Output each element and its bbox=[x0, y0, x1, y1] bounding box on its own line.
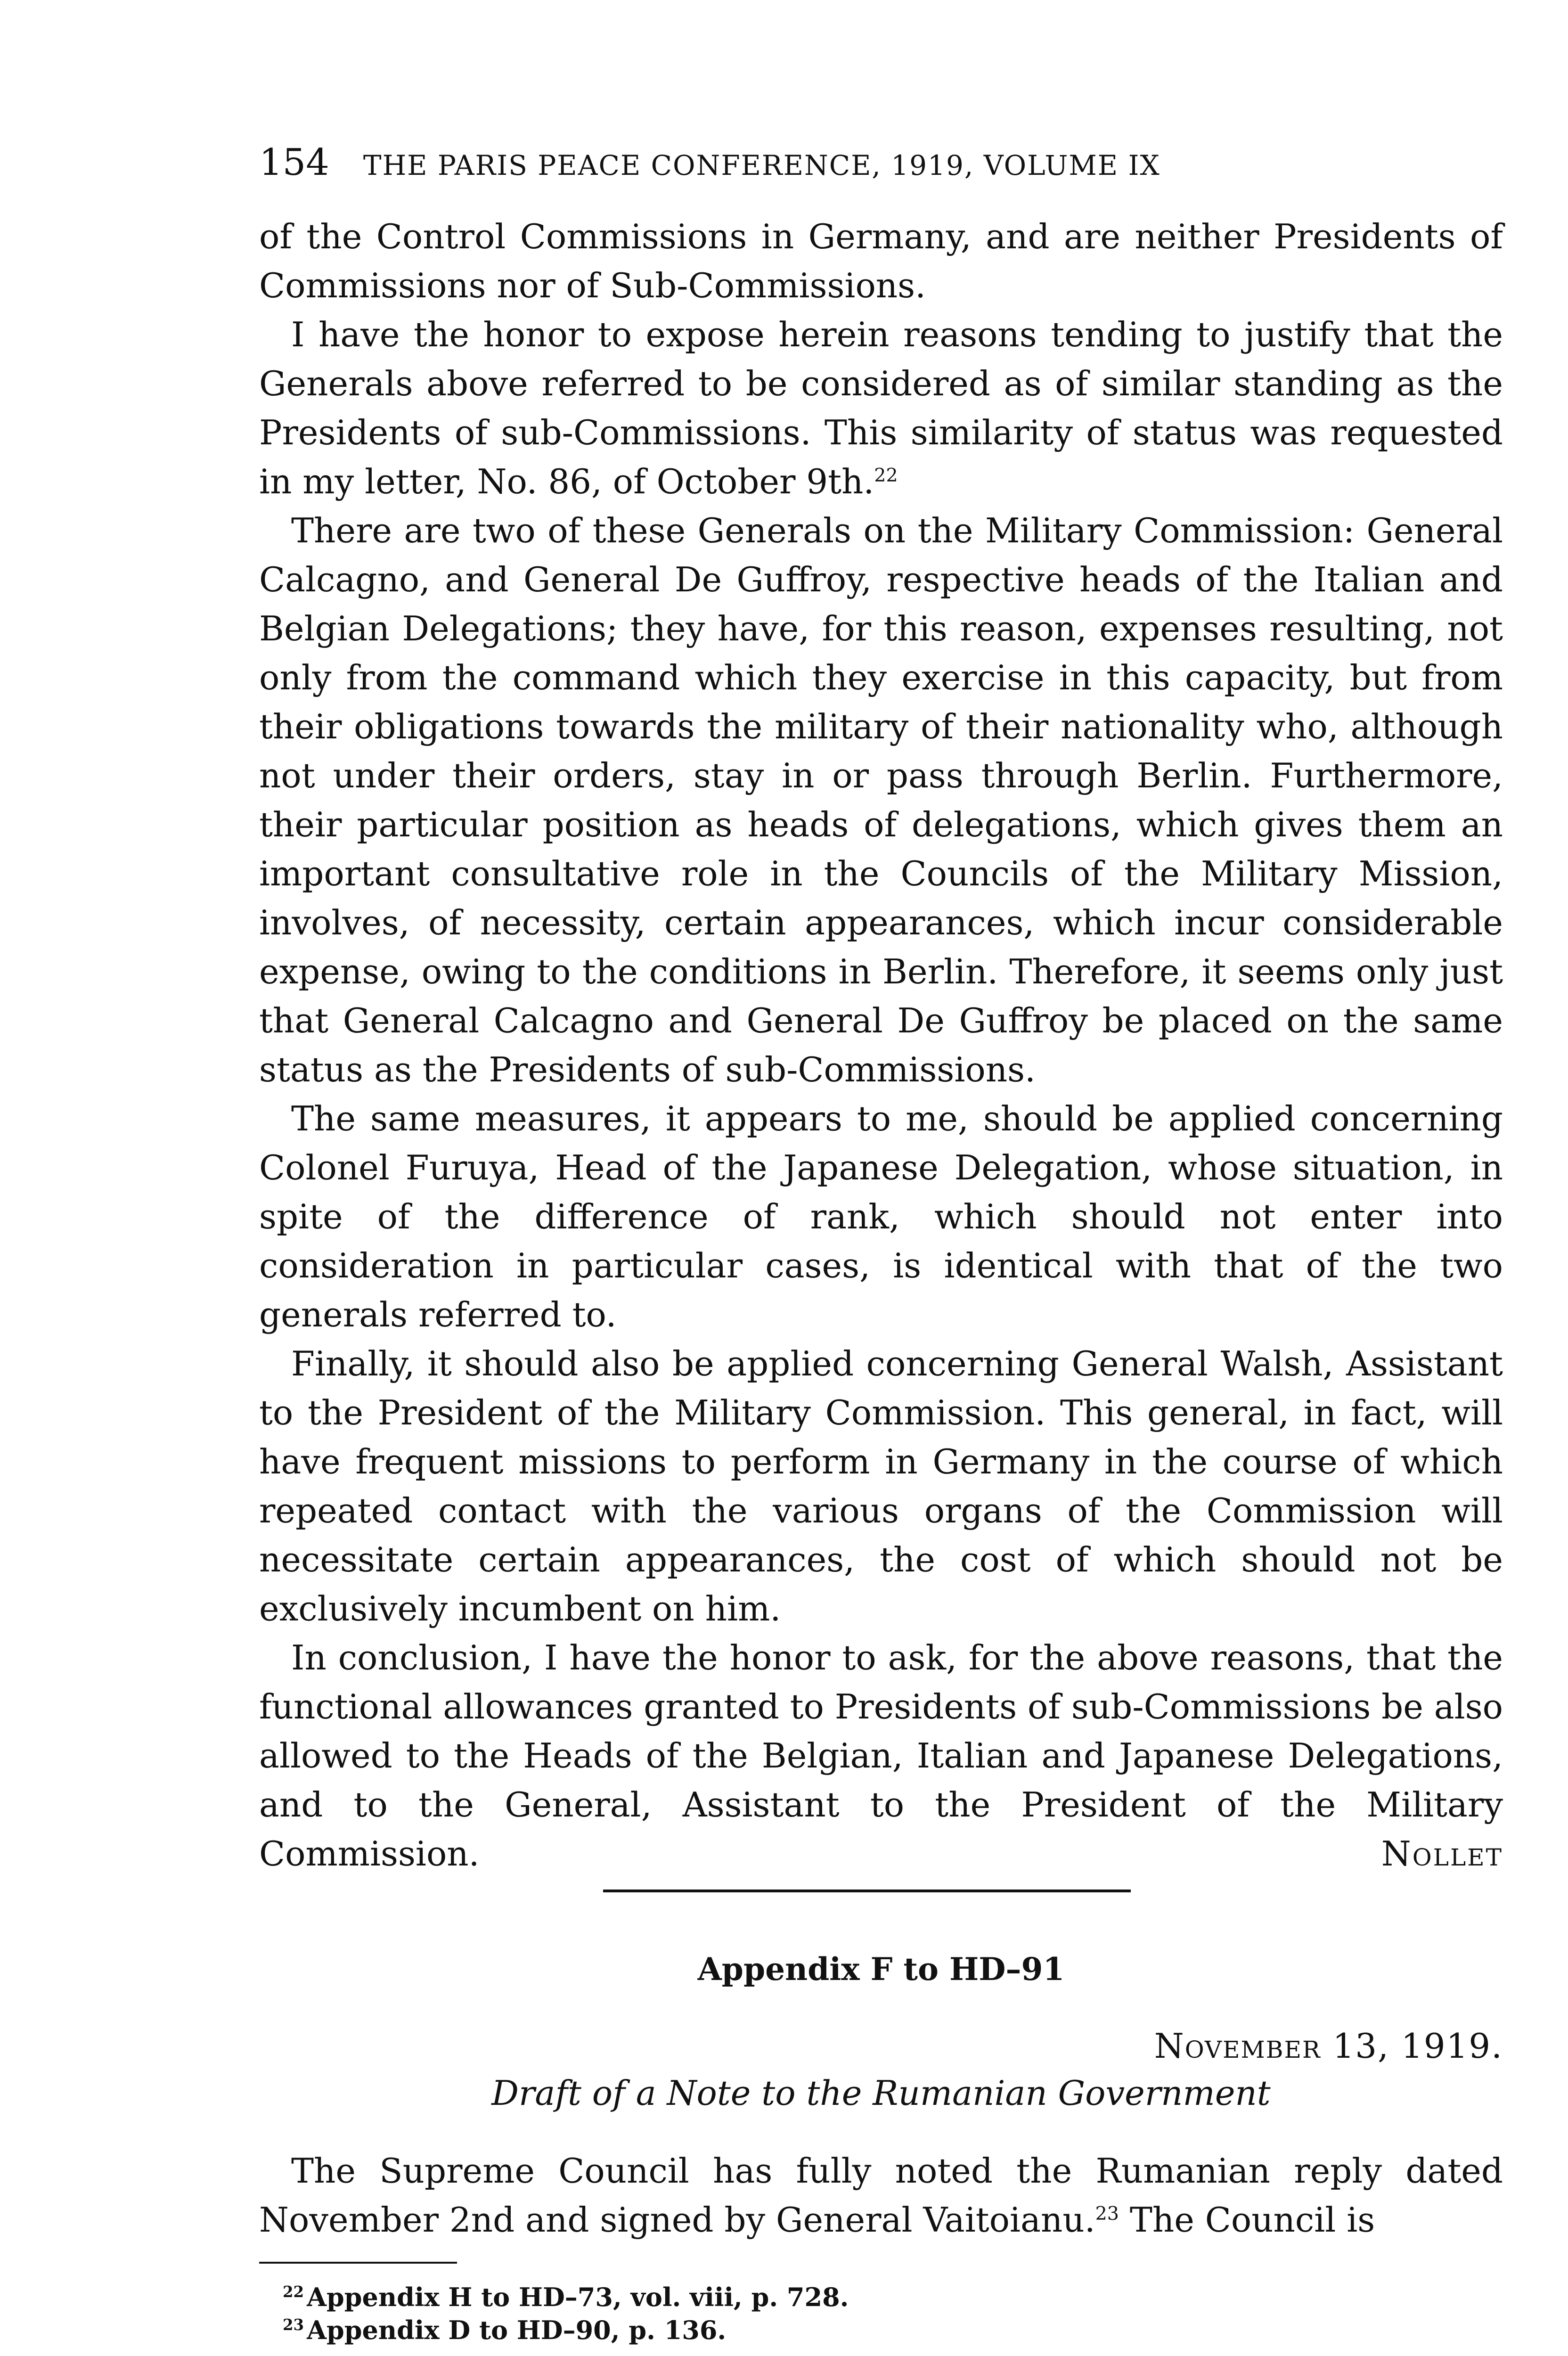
section-divider bbox=[603, 1890, 1131, 1892]
document-date: November 13, 1919. bbox=[1154, 2026, 1503, 2066]
footnote: $^{23}$ Appendix D to HD–90, p. 136. bbox=[283, 2315, 727, 2345]
paragraph: I have the honor to expose herein reasons tending to justify that the Generals above referred to be considered as of similar standing as the Presidents of sub-Commissions. This similarity of status was requested in my letter, No. 86, of October 9th.$^{22}$ bbox=[259, 315, 1503, 501]
footnote-divider bbox=[259, 2262, 457, 2264]
paragraph: The same measures, it appears to me, should be applied concerning Colonel Furuya, Head of the Japanese Delegation, whose situation, in spite of the difference of rank, which should not enter into consideration in particular cases, is identical with that of the two generals referred to. bbox=[259, 1099, 1503, 1334]
paragraph: Finally, it should also be applied concerning General Walsh, Assistant to the President of the Military Commission. This general, in fact, will have frequent missions to perform in Germany in the course of which repeated contact with the various organs of the Commission will necessitate certain appearances, the cost of which should not be exclusively incumbent on him. bbox=[259, 1344, 1503, 1628]
document-title: Draft of a Note to the Rumanian Government bbox=[491, 2073, 1271, 2113]
running-head: THE PARIS PEACE CONFERENCE, 1919, VOLUME IX bbox=[363, 149, 1160, 181]
footnote-ref: 22 bbox=[874, 465, 898, 486]
signature: Nollet bbox=[1381, 1834, 1503, 1873]
footnote-ref: 23 bbox=[1095, 2203, 1119, 2225]
page-header bbox=[259, 141, 1503, 198]
footnotes bbox=[283, 2281, 1413, 2347]
footnote: $^{22}$ Appendix H to HD–73, vol. viii, p. 728. bbox=[283, 2282, 849, 2312]
letter-body bbox=[259, 212, 1503, 1878]
paragraph-continuation: of the Control Commissions in Germany, and are neither Presidents of Commissions nor of Sub-Commissions. bbox=[259, 217, 1503, 305]
paragraph-conclusion: In conclusion, I have the honor to ask, for the above reasons, that the functional allowances granted to Presidents of sub-Commissions be also allowed to the Heads of the Belgian, Italian and Japanese Delegations, and to the General, Assistant to the President of the Military Commission. Nollet bbox=[259, 1633, 1503, 1878]
note-body bbox=[259, 2146, 1503, 2244]
paragraph: The Supreme Council has fully noted the Rumanian reply dated November 2nd and signed by General Vaitoianu.$^{23}$ The Council is bbox=[259, 2151, 1503, 2240]
appendix-heading: Appendix F to HD–91 bbox=[697, 1951, 1065, 1988]
page-number: 154 bbox=[259, 141, 329, 184]
paragraph: There are two of these Generals on the Military Commission: General Calcagno, and General De Guffroy, respective heads of the Italian and Belgian Delegations; they have, for this reason, expenses resulting, not only from the command which they exercise in this capacity, but from their obligations towards the military of their nationality who, although not under their orders, stay in or pass through Berlin. Furthermore, their particular position as heads of delegations, which gives them an important consultative role in the Councils of the Military Mission, involves, of necessity, certain appearances, which incur considerable expense, owing to the conditions in Berlin. Therefore, it seems only just that General Calcagno and General De Guffroy be placed on the same status as the Presidents of sub-Commissions. bbox=[259, 511, 1503, 1089]
